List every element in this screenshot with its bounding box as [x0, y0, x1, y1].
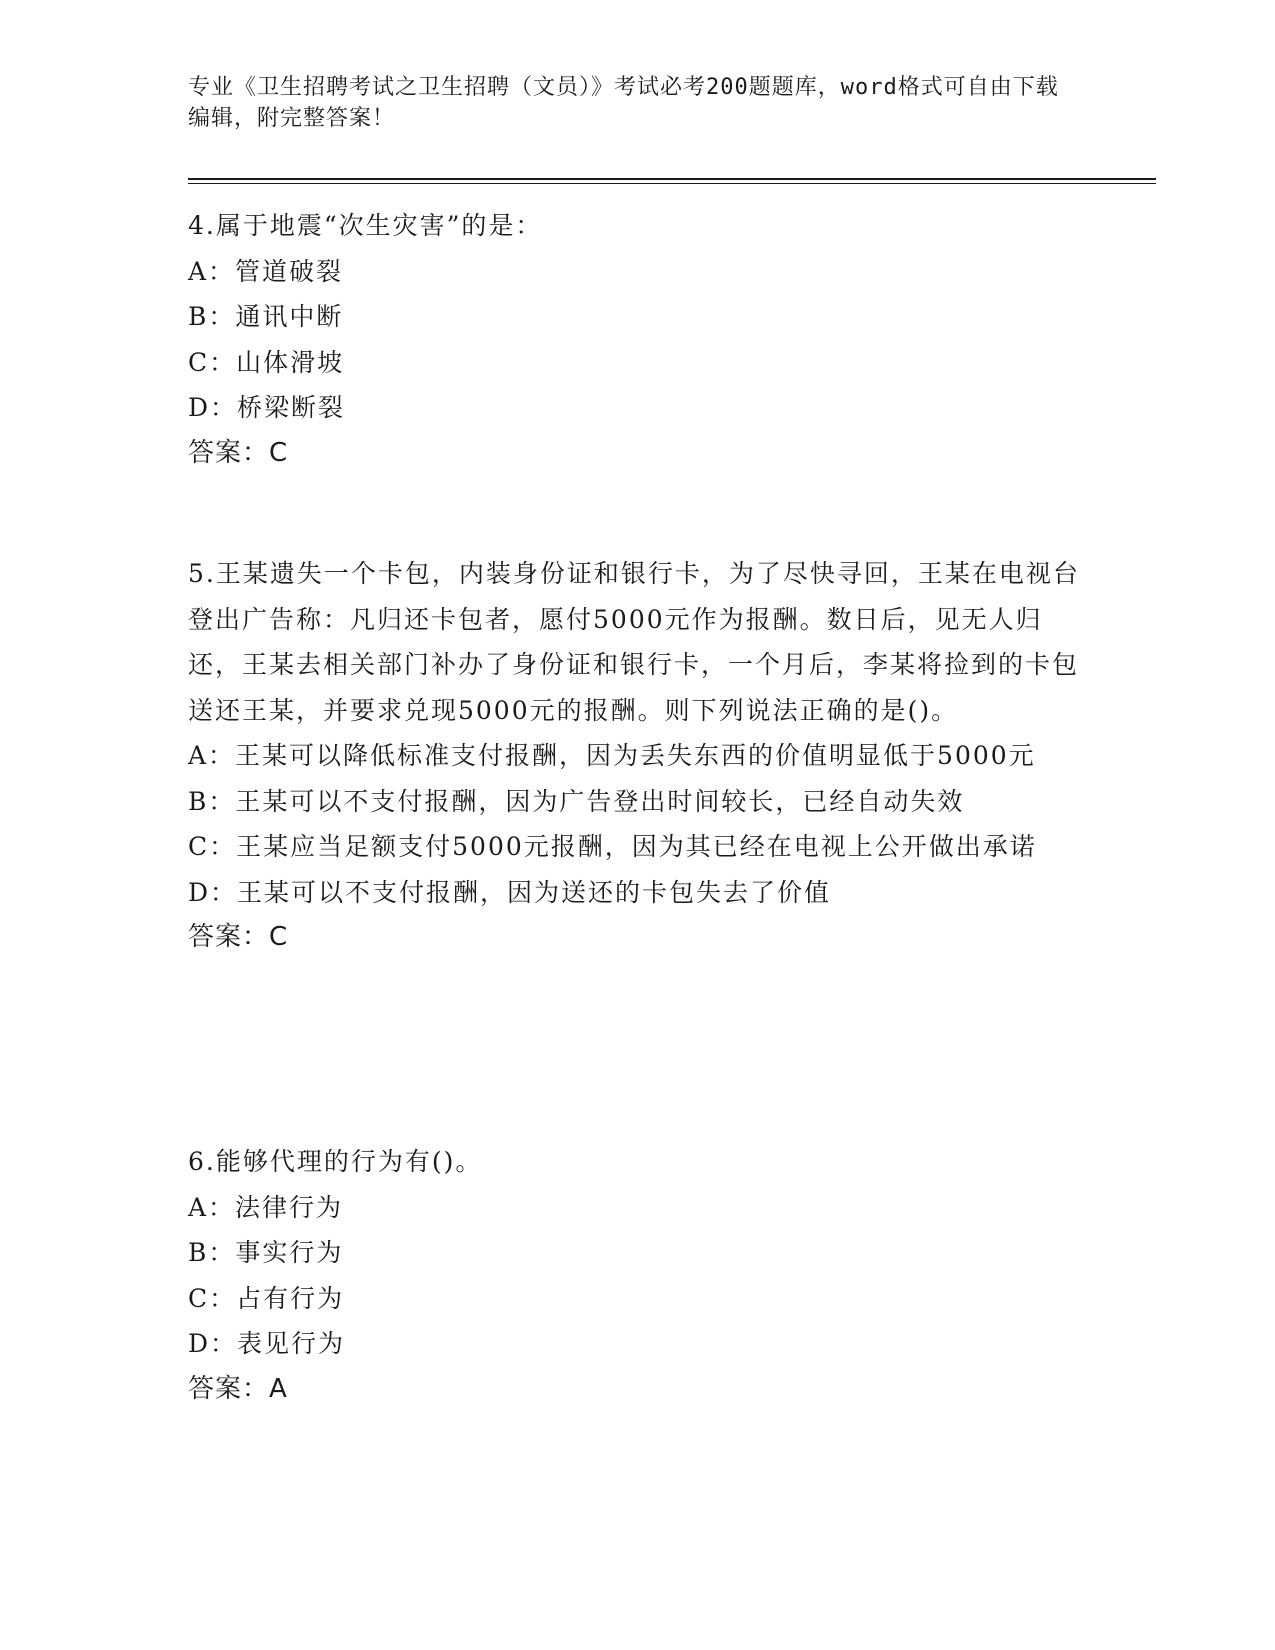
answer-line: 答案：A	[188, 1373, 288, 1404]
option-c: C：占有行为	[188, 1283, 345, 1313]
option-a: A：管道破裂	[188, 256, 344, 286]
header-divider-thin	[188, 183, 1156, 184]
option-b: B：通讯中断	[188, 302, 344, 331]
header-divider-thick	[188, 178, 1156, 180]
option-d: D：王某可以不支付报酬，因为送还的卡包失去了价值	[188, 877, 832, 907]
option-a: A：王某可以降低标准支付报酬，因为丢失东西的价值明显低于5000元	[188, 741, 1036, 770]
option-c: C：王某应当足额支付5000元报酬，因为其已经在电视上公开做出承诺	[188, 832, 1037, 861]
question-stem: 4.属于地震“次生灾害”的是：	[188, 211, 543, 240]
answer-line: 答案：C	[188, 922, 289, 952]
question-stem: 5.王某遗失一个卡包，内装身份证和银行卡，为了尽快寻回，王某在电视台登出广告称：凡归还卡包者，愿付5000元作为报酬。数日后，见无人归还，王某去相关部门补办了身份证和银行卡，一个月后，李某将捡到的卡包送还王某，并要求兑现5000元的报酬。则下列说法正确的是()。	[188, 559, 1080, 725]
option-d: D：桥梁断裂	[188, 393, 346, 422]
question-stem: 6.能够代理的行为有()。	[188, 1147, 483, 1176]
question-block	[188, 551, 1088, 961]
question-block	[188, 1139, 1088, 1412]
header-note: 专业《卫生招聘考试之卫生招聘（文员）》考试必考200题题库，word格式可自由下载编辑，附完整答案！	[188, 75, 1059, 131]
option-b: B：王某可以不支付报酬，因为广告登出时间较长，已经自动失效	[188, 786, 965, 816]
option-c: C：山体滑坡	[188, 347, 345, 377]
answer-line: 答案：C	[188, 437, 289, 468]
option-b: B：事实行为	[188, 1238, 344, 1267]
question-block	[188, 203, 1088, 476]
option-a: A：法律行为	[188, 1192, 344, 1222]
option-d: D：表见行为	[188, 1329, 346, 1358]
